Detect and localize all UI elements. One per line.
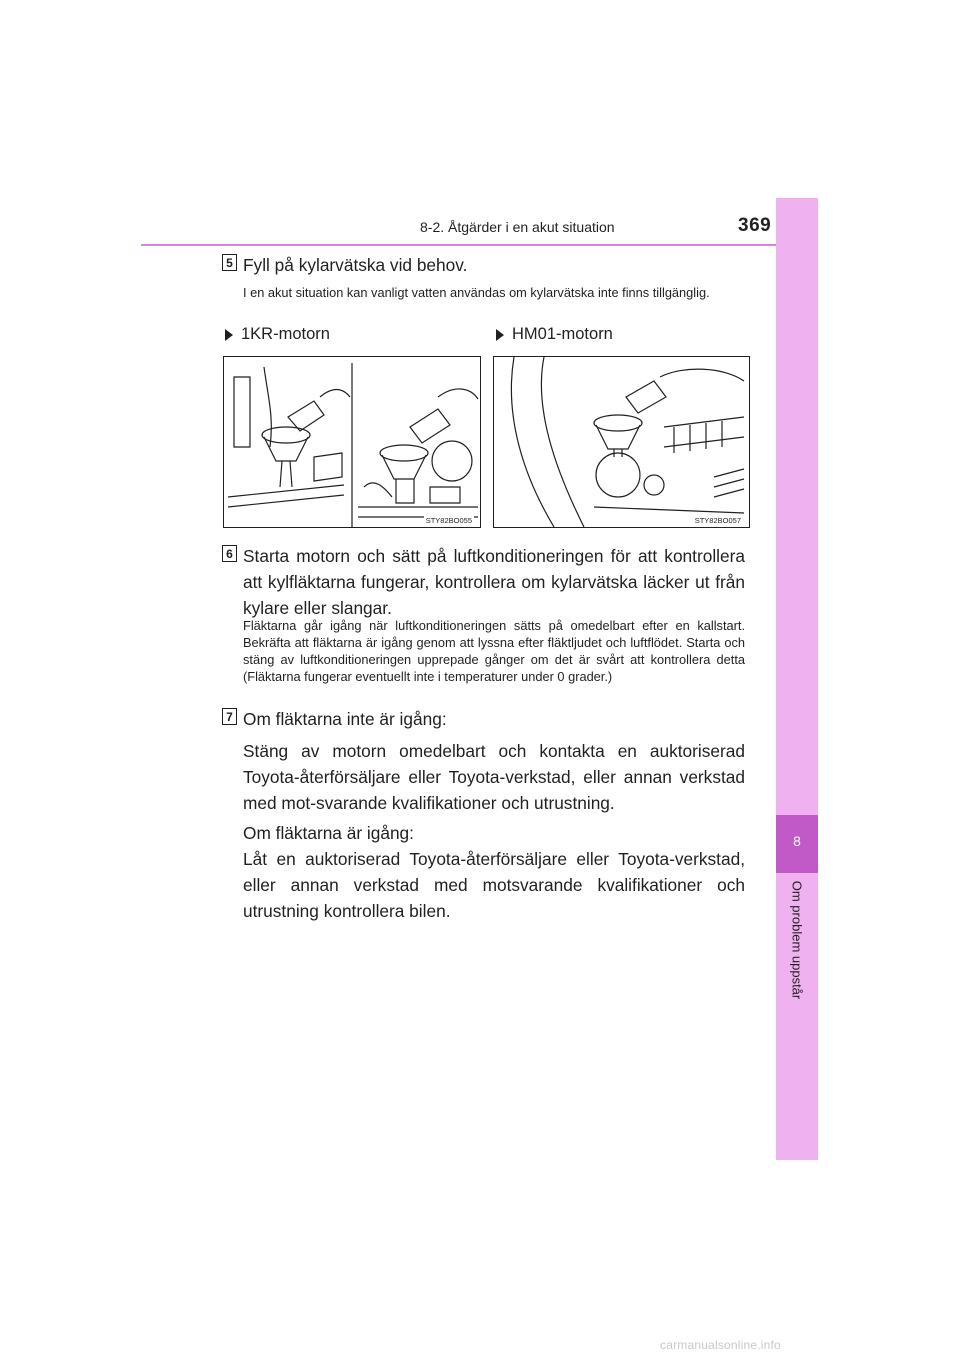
footer-watermark: carmanualsonline.info (660, 1338, 781, 1352)
triangle-bullet-icon (225, 329, 233, 341)
engine-coolant-illustration-icon (224, 357, 480, 527)
engine-coolant-illustration-icon (494, 357, 749, 527)
figure-code: STY82BO057 (694, 516, 741, 525)
step-7-para3-line1: Om fläktarna är igång: (243, 823, 414, 843)
step-number-7: 7 (222, 708, 237, 725)
figure-hm01-illustration (493, 356, 750, 528)
step-5-note: I en akut situation kan vanligt vatten användas om kylarvätska inte finns tillgänglig. (243, 285, 710, 300)
chapter-label: Om problem uppstår (789, 880, 805, 1000)
side-tab-band (776, 198, 818, 1160)
figure-label-1kr: 1KR-motorn (225, 325, 330, 344)
header-divider (141, 244, 818, 246)
figure-label-hm01: HM01-motorn (496, 325, 613, 344)
triangle-bullet-icon (496, 329, 504, 341)
step-6-text: Starta motorn och sätt på luftkonditioneringen för att kontrollera att kylfläktarna fungerar, kontrollera om kylarvätska läcker ut från kylare eller slangar. (243, 546, 745, 618)
figure-code: STY82BO055 (425, 516, 472, 525)
step-number-5: 5 (222, 254, 237, 271)
step-5-text: Fyll på kylarvätska vid behov. (243, 255, 468, 275)
step-7-para3-line2: Låt en auktoriserad Toyota-återförsäljare eller Toyota-verkstad, eller annan verkstad med motsvarande kvalifikationer och utrustning kontrollera bilen. (243, 849, 745, 921)
chapter-number: 8 (793, 833, 801, 849)
step-number-6: 6 (222, 545, 237, 562)
figure-1kr-illustration (223, 356, 481, 528)
step-7-para2: Stäng av motorn omedelbart och kontakta en auktoriserad Toyota-återförsäljare eller Toyota-verkstad, eller annan verkstad med mot-svarande kvalifikationer och utrustning. (243, 741, 745, 813)
step-6-note: Fläktarna går igång när luftkonditioneringen sätts på omedelbart efter en kallstart. Bekräfta att fläktarna är igång genom att lyssna efter fläktljudet och luftflödet. Starta och stäng av luftkonditioneringen upprepade gånger om det är svårt att kontrollera detta (Fläktarna fungerar eventuellt inte i temperaturer under 0 grader.) (243, 618, 745, 684)
page-number: 369 (738, 215, 772, 236)
header-section-title: 8-2. Åtgärder i en akut situation (420, 219, 615, 235)
step-7-text: Om fläktarna inte är igång: (243, 709, 447, 729)
